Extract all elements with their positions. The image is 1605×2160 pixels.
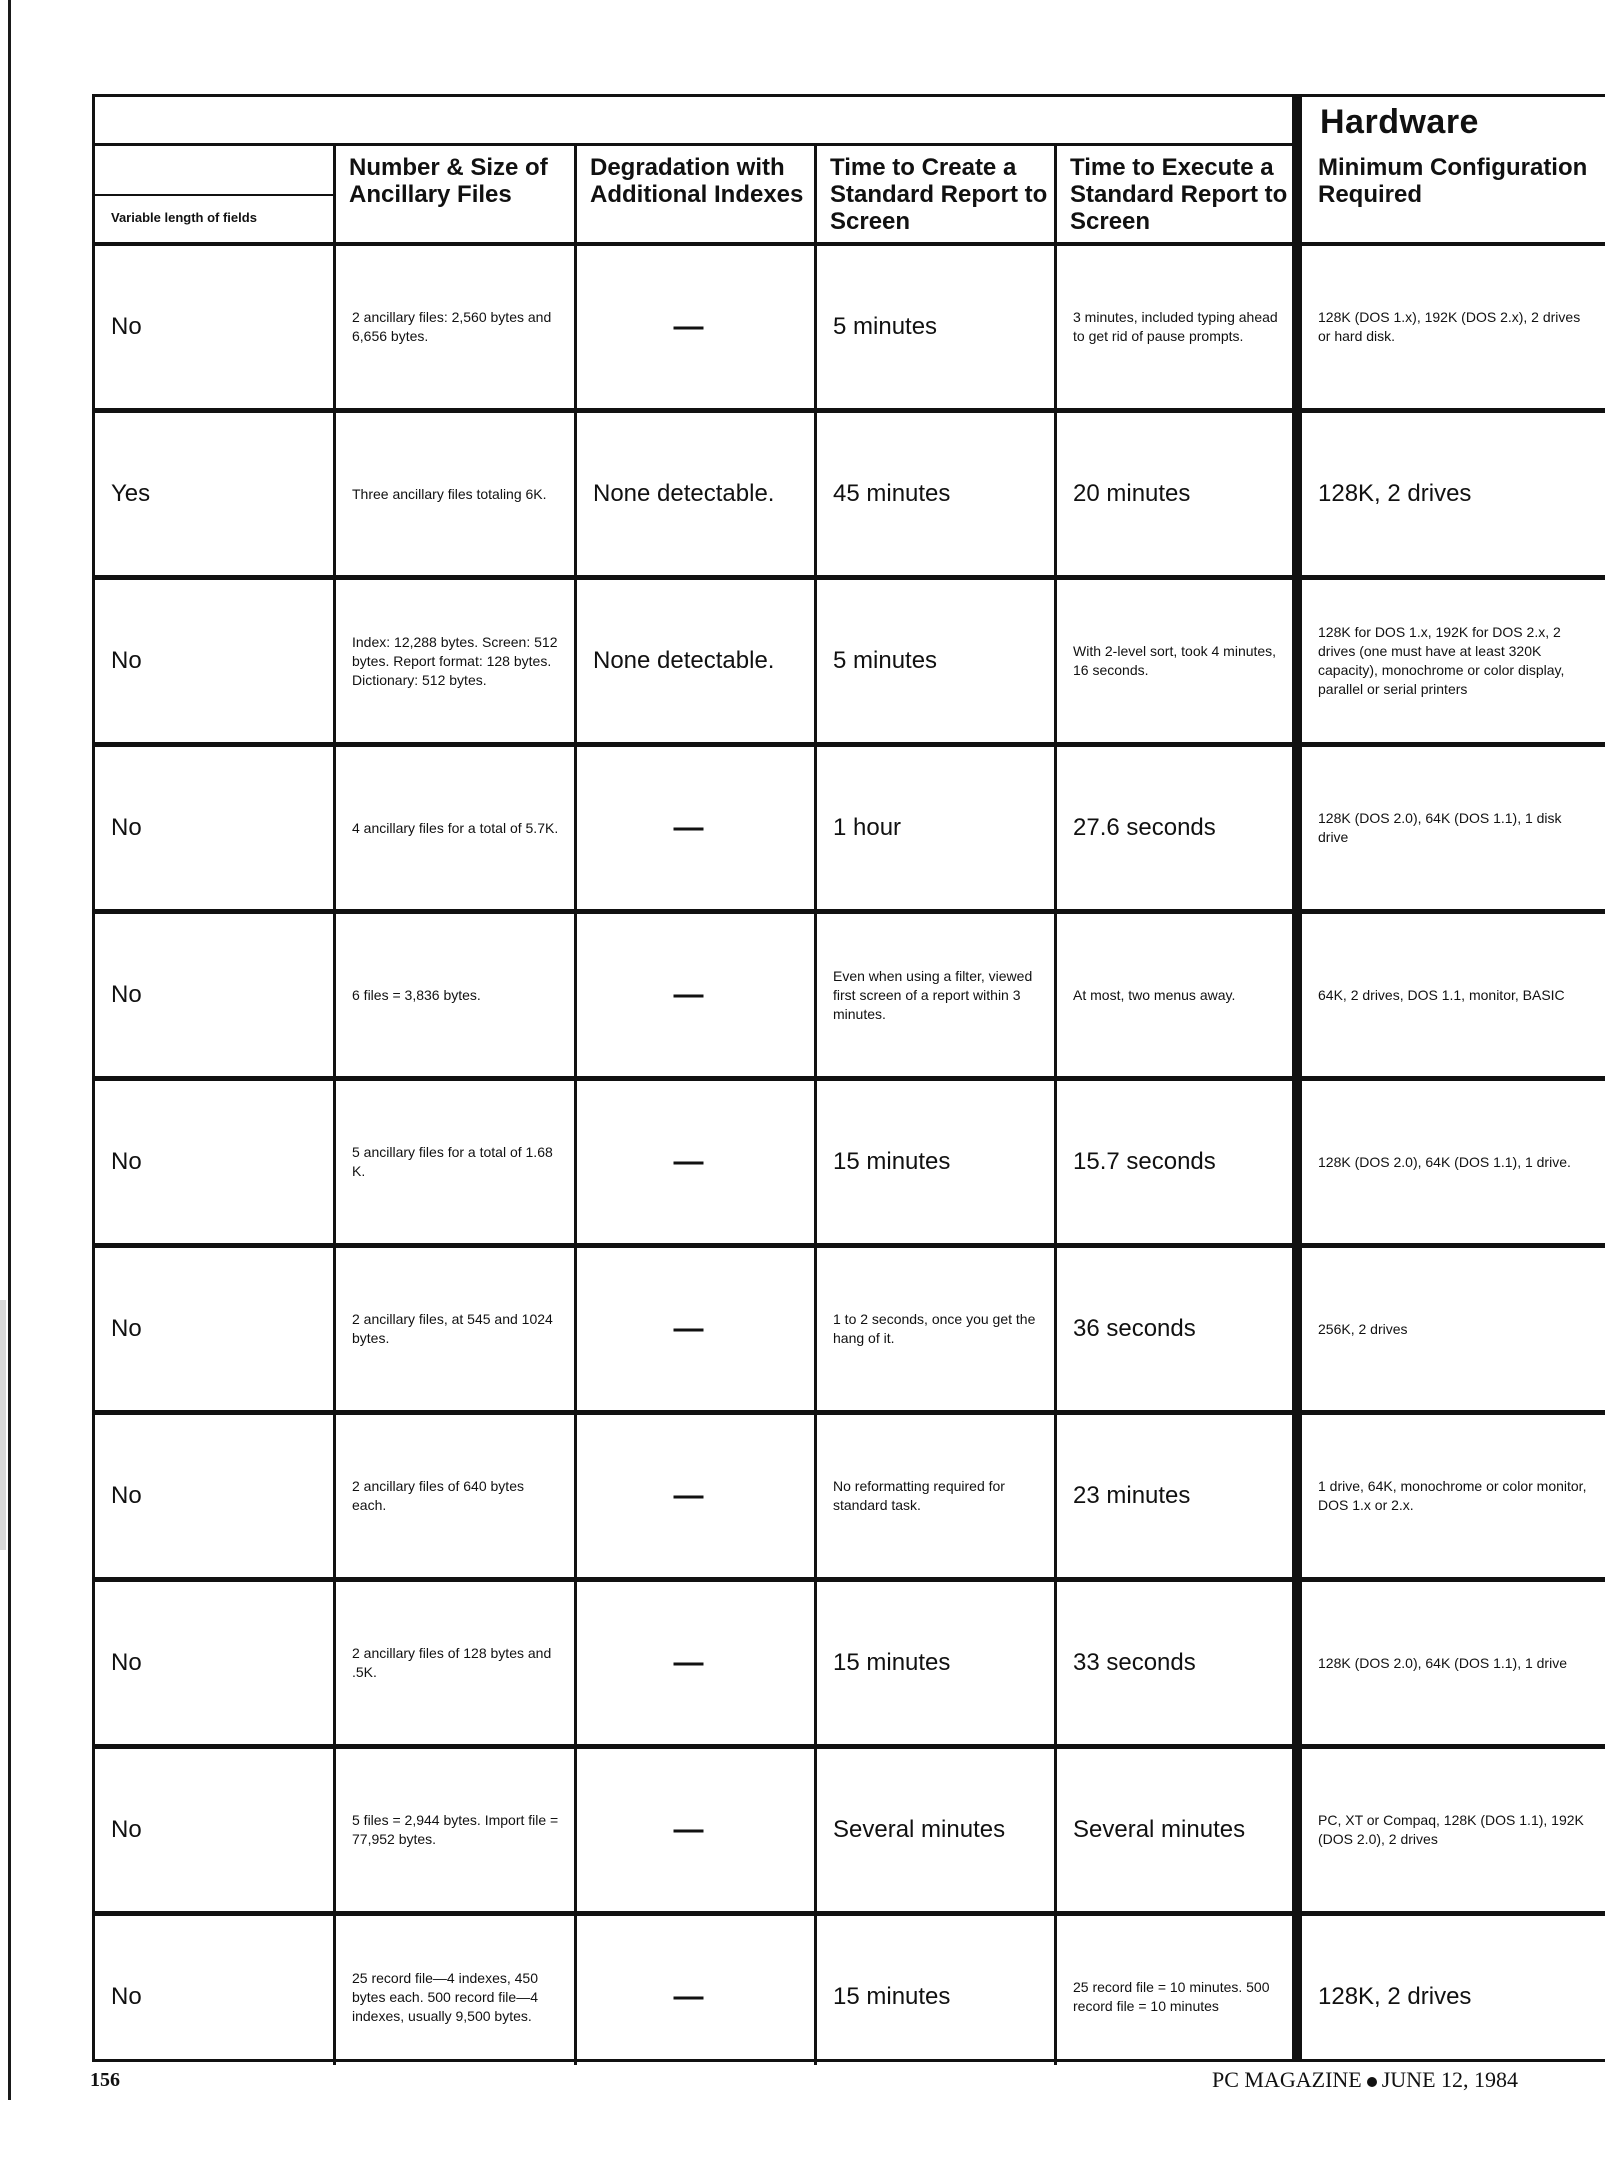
issue-date: JUNE 12, 1984 <box>1381 2067 1519 2092</box>
cell-min-config: 256K, 2 drives <box>1318 1320 1408 1337</box>
cell-min-config: 128K for DOS 1.x, 192K for DOS 2.x, 2 drives (one must have at least 320K capacity), monochrome or color display, parallel or serial printers <box>1318 624 1565 697</box>
cell-time-create: 1 hour <box>833 814 902 841</box>
cell-ancillary-files: 2 ancillary files: 2,560 bytes and 6,656 bytes. <box>352 309 552 344</box>
cell-degradation: — <box>673 1145 704 1178</box>
page-footer <box>1212 2067 1518 2093</box>
table-row <box>95 914 1605 1076</box>
cell-ancillary-files: 5 ancillary files for a total of 1.68 K. <box>352 1144 553 1179</box>
cell-degradation: — <box>673 1312 704 1345</box>
variable-length-header-rule <box>95 194 333 196</box>
table-row <box>95 246 1605 408</box>
table-row <box>95 413 1605 575</box>
cell-degradation: — <box>673 811 704 844</box>
cell-variable-length: No <box>111 1816 142 1843</box>
cell-ancillary-files: 5 files = 2,944 bytes. Import file = 77,952 bytes. <box>352 1812 559 1847</box>
cell-variable-length: No <box>111 981 142 1008</box>
cell-min-config: 128K (DOS 2.0), 64K (DOS 1.1), 1 disk drive <box>1318 810 1562 845</box>
magazine-name: PC MAGAZINE <box>1212 2067 1362 2092</box>
cell-time-create: 1 to 2 seconds, once you get the hang of it. <box>833 1311 1036 1346</box>
cell-time-execute: 15.7 seconds <box>1073 1148 1216 1175</box>
table-row <box>95 1081 1605 1243</box>
cell-time-create: 15 minutes <box>833 1983 951 2010</box>
cell-min-config: 64K, 2 drives, DOS 1.1, monitor, BASIC <box>1318 986 1565 1003</box>
header-degradation: Degradation with Additional Indexes <box>590 154 804 208</box>
cell-min-config: 128K, 2 drives <box>1318 480 1472 507</box>
cell-ancillary-files: 2 ancillary files, at 545 and 1024 bytes. <box>352 1311 553 1346</box>
header-time-create: Time to Create a Standard Report to Screen <box>830 154 1048 235</box>
cell-degradation: — <box>673 1980 704 2013</box>
column-header-row <box>95 146 1605 242</box>
cell-variable-length: No <box>111 1983 142 2010</box>
table-row <box>95 747 1605 909</box>
cell-time-execute: 20 minutes <box>1073 480 1191 507</box>
cell-time-create: 15 minutes <box>833 1649 951 1676</box>
cell-time-execute: Several minutes <box>1073 1816 1246 1843</box>
cell-variable-length: No <box>111 814 142 841</box>
cell-degradation: None detectable. <box>593 647 775 674</box>
cell-time-create: No reformatting required for standard task. <box>833 1478 1005 1513</box>
cell-min-config: 1 drive, 64K, monochrome or color monitor, DOS 1.x or 2.x. <box>1318 1478 1587 1513</box>
cell-variable-length: No <box>111 1315 142 1342</box>
cell-time-create: Even when using a filter, viewed first screen of a report within 3 minutes. <box>833 967 1033 1022</box>
comparison-table <box>92 94 1605 2062</box>
table-row <box>95 1582 1605 1744</box>
cell-ancillary-files: 4 ancillary files for a total of 5.7K. <box>352 819 559 836</box>
cell-degradation: — <box>673 1479 704 1512</box>
cell-time-execute: At most, two menus away. <box>1073 986 1236 1003</box>
cell-ancillary-files: 2 ancillary files of 640 bytes each. <box>352 1478 524 1513</box>
table-row <box>95 580 1605 742</box>
cell-degradation: — <box>673 1813 704 1846</box>
cell-degradation: — <box>673 310 704 343</box>
table-row <box>95 1916 1605 2078</box>
table-row <box>95 1248 1605 1410</box>
cell-degradation: — <box>673 978 704 1011</box>
cell-ancillary-files: Index: 12,288 bytes. Screen: 512 bytes. Report format: 128 bytes. Dictionary: 512 bytes. <box>352 633 558 688</box>
bullet-icon <box>1367 2077 1377 2087</box>
cell-min-config: 128K (DOS 2.0), 64K (DOS 1.1), 1 drive <box>1318 1654 1567 1671</box>
page-number: 156 <box>90 2069 120 2091</box>
page-left-rule <box>8 0 11 2100</box>
cell-min-config: 128K (DOS 1.x), 192K (DOS 2.x), 2 drives or hard disk. <box>1318 309 1581 344</box>
hardware-section-title: Hardware <box>1320 103 1479 141</box>
cell-variable-length: No <box>111 647 142 674</box>
cell-variable-length: No <box>111 1482 142 1509</box>
page-edge-shadow <box>0 1300 6 1550</box>
header-ancillary-files: Number & Size of Ancillary Files <box>349 154 548 208</box>
cell-variable-length: Yes <box>111 480 151 507</box>
cell-time-execute: 33 seconds <box>1073 1649 1196 1676</box>
table-row <box>95 1415 1605 1577</box>
cell-variable-length: No <box>111 1649 142 1676</box>
cell-degradation: — <box>673 1646 704 1679</box>
header-time-execute: Time to Execute a Standard Report to Screen <box>1070 154 1288 235</box>
cell-min-config: 128K (DOS 2.0), 64K (DOS 1.1), 1 drive. <box>1318 1153 1571 1170</box>
cell-time-create: 5 minutes <box>833 647 938 674</box>
header-variable-length: Variable length of fields <box>111 210 257 225</box>
cell-ancillary-files: 2 ancillary files of 128 bytes and .5K. <box>352 1645 552 1680</box>
cell-min-config: 128K, 2 drives <box>1318 1983 1472 2010</box>
cell-ancillary-files: 6 files = 3,836 bytes. <box>352 986 481 1003</box>
header-min-config: Minimum Configuration Required <box>1318 154 1588 208</box>
cell-ancillary-files: Three ancillary files totaling 6K. <box>352 485 547 502</box>
cell-time-create: 5 minutes <box>833 313 938 340</box>
cell-time-execute: 36 seconds <box>1073 1315 1196 1342</box>
cell-time-execute: 3 minutes, included typing ahead to get rid of pause prompts. <box>1073 309 1278 344</box>
table-row <box>95 1749 1605 1911</box>
cell-time-execute: 27.6 seconds <box>1073 814 1216 841</box>
cell-time-create: 45 minutes <box>833 480 951 507</box>
cell-ancillary-files: 25 record file—4 indexes, 450 bytes each. 500 record file—4 indexes, usually 9,500 bytes. <box>352 1969 538 2024</box>
cell-variable-length: No <box>111 1148 142 1175</box>
cell-time-execute: 23 minutes <box>1073 1482 1191 1509</box>
cell-time-create: 15 minutes <box>833 1148 951 1175</box>
cell-degradation: None detectable. <box>593 480 775 507</box>
cell-min-config: PC, XT or Compaq, 128K (DOS 1.1), 192K (DOS 2.0), 2 drives <box>1318 1812 1584 1847</box>
cell-time-create: Several minutes <box>833 1816 1006 1843</box>
cell-variable-length: No <box>111 313 142 340</box>
cell-time-execute: 25 record file = 10 minutes. 500 record file = 10 minutes <box>1073 1979 1270 2014</box>
cell-time-execute: With 2-level sort, took 4 minutes, 16 seconds. <box>1073 643 1277 678</box>
